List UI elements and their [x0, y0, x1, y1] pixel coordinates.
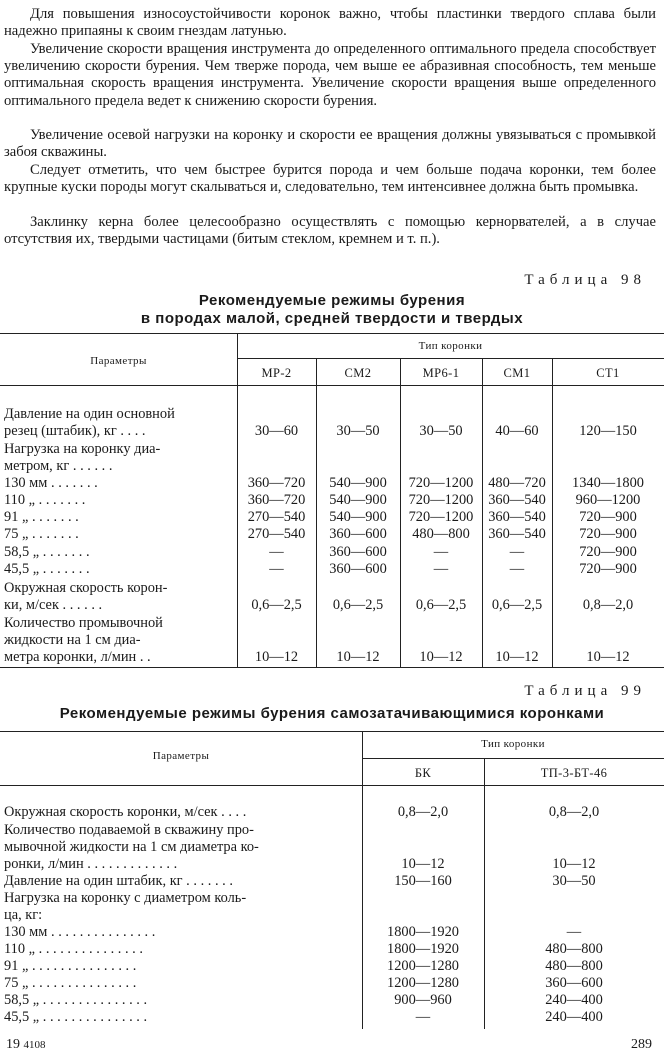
- row-label: 45,5 „ . . . . . . . . . . . . . . .: [4, 1009, 148, 1025]
- table-99-col-header: БК: [414, 766, 432, 780]
- table-98-title-line2: в породах малой, средней твердости и твердых: [140, 310, 524, 327]
- table-cell: 10—12: [495, 649, 539, 666]
- row-label: Окружная скорость коронки, м/сек . . . .: [4, 804, 247, 820]
- table-cell: 1340—1800: [572, 475, 644, 491]
- row-label: метра коронки, л/мин . .: [4, 649, 151, 666]
- table-cell: 360—720: [247, 475, 306, 491]
- row-label: 75 „ . . . . . . .: [4, 526, 79, 542]
- table-cell: 30—50: [552, 873, 596, 889]
- table-cell: 360—600: [545, 975, 603, 991]
- row-label: 45,5 „ . . . . . . .: [4, 561, 90, 577]
- table-cell: 10—12: [552, 856, 596, 873]
- table-cell: 0,8—2,0: [397, 804, 449, 820]
- table-99-group-header: Тип коронки: [481, 738, 545, 750]
- row-label: ки, м/сек . . . . . .: [4, 597, 103, 614]
- table-99-group-rule: [362, 758, 664, 759]
- table-cell: 1800—1920: [387, 924, 459, 940]
- table-cell: 720—900: [579, 526, 637, 542]
- table-cell: 40—60: [495, 423, 539, 440]
- table-cell: 480—800: [545, 958, 603, 974]
- table-cell: 1800—1920: [387, 941, 459, 957]
- table-cell: 270—540: [247, 526, 306, 542]
- paragraph-5: Заклинку керна более целесообразно осуществлять с помощью кернорвателей, а в случае отсутствия их, твердыми частицами (битым стеклом, кремнем и т. п.).: [4, 214, 656, 248]
- table-cell: —: [433, 561, 449, 577]
- table-cell: 10—12: [336, 649, 380, 666]
- table-cell: 360—540: [488, 492, 546, 508]
- table-cell: 960—1200: [575, 492, 641, 508]
- table-cell: 720—900: [579, 509, 637, 525]
- table-98-col-header: МР-2: [261, 366, 292, 380]
- table-cell: 720—1200: [408, 475, 474, 491]
- table-cell: 0,6—2,5: [491, 597, 543, 614]
- table-98-col-header: СМ2: [344, 366, 372, 380]
- table-98-col-header: СТ1: [596, 366, 620, 380]
- row-label: 130 мм . . . . . . .: [4, 475, 98, 491]
- table-cell: 120—150: [579, 423, 637, 440]
- table-cell: 720—900: [579, 544, 637, 560]
- table-99-col-header: ТП-3-БТ-46: [540, 766, 608, 780]
- table-98-top-rule: [0, 333, 664, 334]
- table-cell: —: [415, 1009, 431, 1025]
- table-98-group-header: Тип коронки: [418, 340, 483, 352]
- table-cell: 540—900: [329, 492, 387, 508]
- table-cell: 720—1200: [408, 509, 474, 525]
- table-98-param-header: Параметры: [90, 355, 147, 367]
- table-98-label: Таблица 98: [524, 272, 646, 288]
- table-cell: 10—12: [586, 649, 630, 666]
- row-label: Давление на один основной: [4, 406, 175, 422]
- table-cell: 240—400: [545, 992, 603, 1008]
- table-98-bottom-rule: [0, 667, 664, 668]
- table-98-col-header: СМ1: [503, 366, 531, 380]
- table-cell: 0,6—2,5: [251, 597, 302, 614]
- table-98-title-line1: Рекомендуемые режимы бурения: [198, 292, 466, 309]
- row-label: Окружная скорость корон-: [4, 580, 168, 596]
- table-cell: 1200—1280: [387, 958, 459, 974]
- table-98-col-header: МР6-1: [422, 366, 460, 380]
- table-cell: —: [269, 544, 284, 560]
- table-cell: 480—800: [412, 526, 470, 542]
- table-cell: 30—50: [419, 423, 463, 440]
- paragraph-1: Для повышения износоустойчивости коронок важно, чтобы пластинки твердого сплава были надежно припаяны к своим гнездам латунью.: [4, 6, 656, 40]
- table-98-group-rule: [237, 358, 664, 359]
- table-cell: 1200—1280: [387, 975, 459, 991]
- table-cell: 30—60: [254, 423, 299, 440]
- table-99-header-rule: [0, 785, 664, 786]
- row-label: жидкости на 1 см диа-: [4, 632, 141, 649]
- table-cell: 480—720: [488, 475, 546, 491]
- row-label: 58,5 „ . . . . . . .: [4, 544, 90, 560]
- table-cell: 360—540: [488, 526, 546, 542]
- table-cell: 10—12: [401, 856, 445, 873]
- table-98-header-rule: [0, 385, 664, 386]
- table-cell: —: [269, 561, 284, 577]
- row-label: Нагрузка на коронку диа-: [4, 441, 161, 457]
- table-cell: 540—900: [329, 509, 387, 525]
- table-cell: 720—900: [579, 561, 637, 577]
- table-cell: 720—1200: [408, 492, 474, 508]
- table-cell: 0,8—2,0: [582, 597, 634, 614]
- table-cell: 360—720: [247, 492, 306, 508]
- table-99-label: Таблица 99: [524, 683, 646, 699]
- row-label: Количество подаваемой в скважину про-: [4, 822, 254, 838]
- paragraph-4: Следует отметить, что чем быстрее бурится порода и чем больше подача коронки, тем более крупные куски породы могут скалываться и, следовательно, тем интенсивнее должна быть промывка.: [4, 162, 656, 196]
- table-99-title: Рекомендуемые режимы бурения самозатачивающимися коронками: [59, 705, 605, 722]
- table-cell: —: [566, 924, 582, 940]
- row-label: 130 мм . . . . . . . . . . . . . . .: [4, 924, 156, 940]
- row-label: Количество промывочной: [4, 615, 163, 631]
- row-label: 91 „ . . . . . . .: [4, 509, 79, 525]
- row-label: мывочной жидкости на 1 см диаметра ко-: [4, 839, 259, 856]
- row-label: 58,5 „ . . . . . . . . . . . . . . .: [4, 992, 148, 1008]
- paragraph-2: Увеличение скорости вращения инструмента до определенного оптимального предела способствует увеличению скорости бурения. Чем тверже порода, чем выше ее абразивная способность, тем меньше оптимальная скорость вращения инструмента. Увеличение скорости вращения выше определенного оптимального предела ведет к снижению скорости бурения.: [4, 41, 656, 109]
- table-cell: 30—50: [336, 423, 380, 440]
- row-label: резец (штабик), кг . . . .: [4, 423, 146, 440]
- table-cell: 0,8—2,0: [548, 804, 600, 820]
- table-99-param-header: Параметры: [152, 750, 210, 762]
- table-cell: —: [509, 544, 525, 560]
- table-cell: 240—400: [545, 1009, 603, 1025]
- row-label: 110 „ . . . . . . .: [4, 492, 86, 508]
- row-label: 91 „ . . . . . . . . . . . . . . .: [4, 958, 137, 974]
- table-cell: 480—800: [545, 941, 603, 957]
- table-cell: 270—540: [247, 509, 306, 525]
- table-cell: 360—540: [488, 509, 546, 525]
- table-cell: 360—600: [329, 526, 387, 542]
- table-cell: 0,6—2,5: [332, 597, 384, 614]
- table-cell: 150—160: [394, 873, 452, 889]
- table-cell: 360—600: [329, 561, 387, 577]
- page-number: 289: [631, 1037, 652, 1052]
- printer-signature: [6, 1037, 46, 1053]
- row-label: Нагрузка на коронку с диаметром коль-: [4, 890, 247, 906]
- paragraph-3: Увеличение осевой нагрузки на коронку и скорости ее вращения должны увязываться с промывкой забоя скважины.: [4, 127, 656, 161]
- table-cell: 10—12: [254, 649, 299, 666]
- row-label: 75 „ . . . . . . . . . . . . . . .: [4, 975, 137, 991]
- row-label: ронки, л/мин . . . . . . . . . . . . .: [4, 856, 178, 873]
- table-99-top-rule: [0, 731, 664, 732]
- table-cell: 360—600: [329, 544, 387, 560]
- table-cell: 10—12: [419, 649, 463, 666]
- order-number: 4108: [23, 1039, 46, 1051]
- row-label: метром, кг . . . . . .: [4, 458, 113, 475]
- table-cell: 540—900: [329, 475, 387, 491]
- table-cell: —: [509, 561, 525, 577]
- signature-number: 19: [6, 1037, 20, 1052]
- row-label: ца, кг:: [4, 907, 43, 924]
- row-label: 110 „ . . . . . . . . . . . . . . .: [4, 941, 143, 957]
- table-cell: —: [433, 544, 449, 560]
- row-label: Давление на один штабик, кг . . . . . . .: [4, 873, 233, 889]
- table-cell: 900—960: [394, 992, 452, 1008]
- table-cell: 0,6—2,5: [415, 597, 467, 614]
